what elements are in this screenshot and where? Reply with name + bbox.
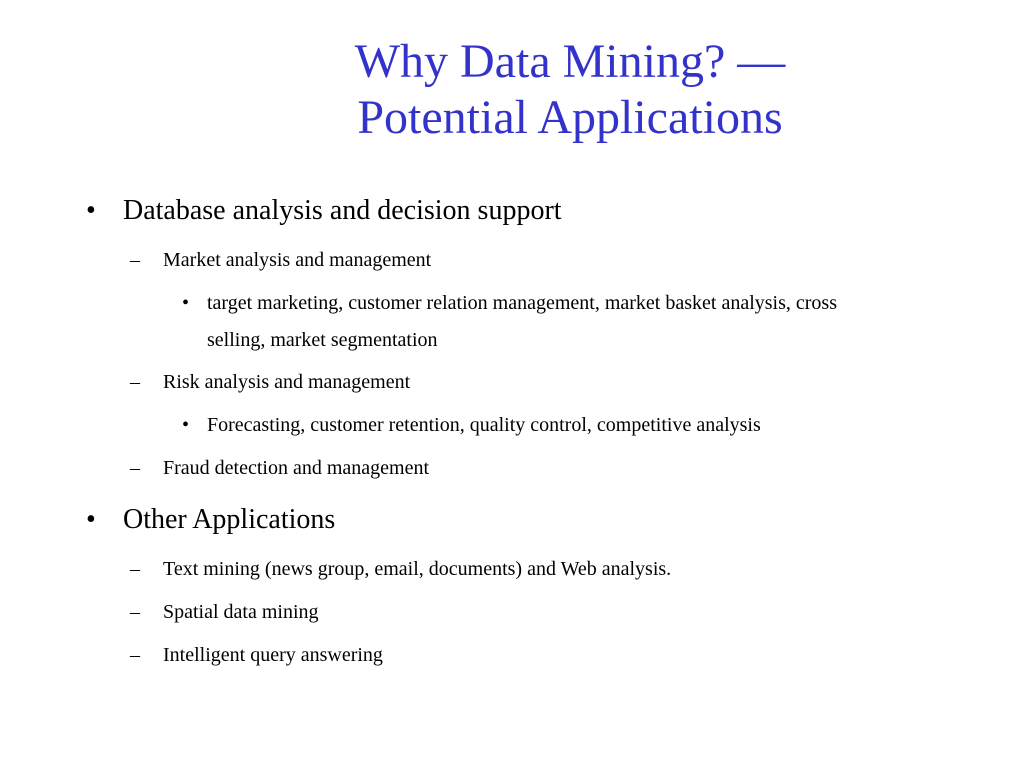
sub-bullet-marker: • [182,414,190,436]
sub-item [130,247,550,273]
sub-item-label: Text mining (news group, email, documents) and Web analysis. [163,558,672,580]
sub-item-label: Spatial data mining [163,601,319,623]
sub-item [130,369,550,395]
section-label: Other Applications [123,504,336,535]
title-line-1: Why Data Mining? — [354,35,786,88]
sub-item-label: Risk analysis and management [163,371,411,393]
sub-item [130,556,850,582]
dash-marker: – [130,558,140,580]
dash-marker: – [130,457,140,479]
dash-marker: – [130,644,140,666]
dash-marker: – [130,371,140,393]
dash-marker: – [130,601,140,623]
sub-item-label: Fraud detection and management [163,457,430,479]
sub-item [130,642,550,668]
sub-item [130,455,550,481]
detail-item [182,285,882,359]
sub-bullet-marker: • [182,292,190,314]
detail-text: Forecasting, customer retention, quality control, competitive analysis [207,414,761,436]
bullet-marker: • [86,504,96,535]
detail-item [182,407,942,444]
title-line-2: Potential Applications [357,91,783,144]
bullet-marker: • [86,195,96,226]
sub-item [130,599,550,625]
dash-marker: – [130,249,140,271]
section-label: Database analysis and decision support [123,195,562,226]
section-item [86,503,486,537]
sub-item-label: Intelligent query answering [163,644,383,666]
section-item [86,194,706,228]
detail-text: target marketing, customer relation management, market basket analysis, cross selling, market segmentation [207,292,837,351]
sub-item-label: Market analysis and management [163,249,432,271]
